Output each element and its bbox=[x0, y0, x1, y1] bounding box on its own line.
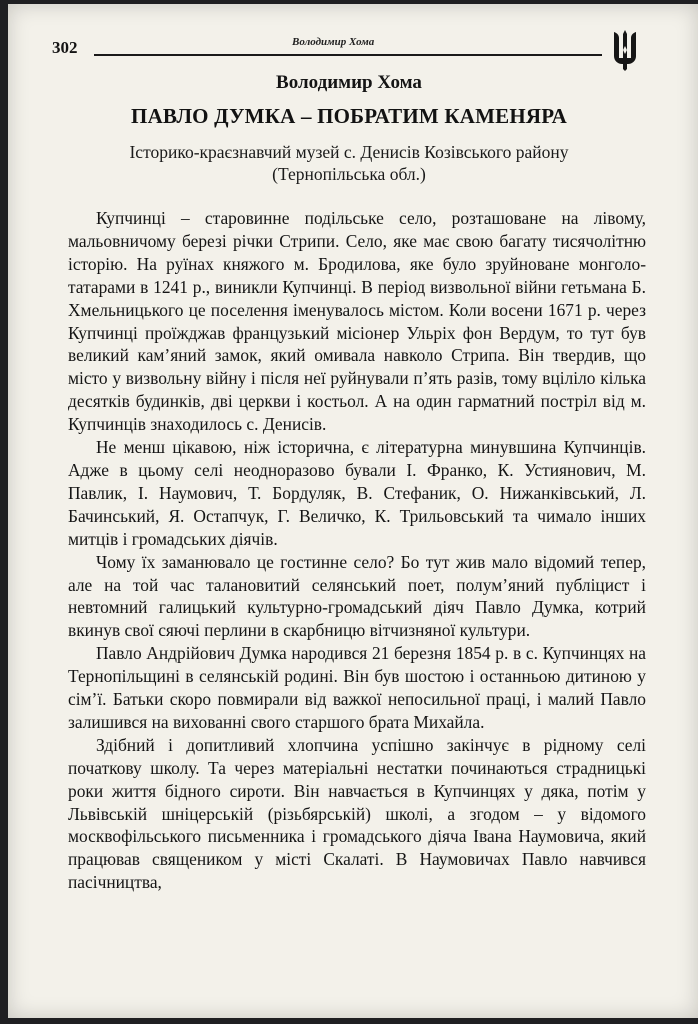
paragraph: Павло Андрійович Думка народився 21 березня 1854 р. в с. Купчинцях на Тернопільщині в селянській родині. Він був шостою і останньою дитиною у сім’ї. Батьки скоро повмирали від важкої непосильної праці, і малий Павло залишився на вихованні свого старшого брата Михайла. bbox=[68, 643, 646, 732]
article-body bbox=[68, 207, 646, 894]
page-number: 302 bbox=[52, 38, 78, 57]
paragraph: Чому їх заманювало це гостинне село? Бо тут жив мало відомий тепер, але на той час талановитий селянський поет, полум’яний публіцист і невтомний галицький культурно-громадський діяч Павло Думка, котрий вкинув свої сяючі перлини в скарбницю вітчизняної культури. bbox=[68, 551, 646, 641]
paragraph: Купчинці – старовинне подільське село, розташоване на лівому, мальовничому березі річки Стрипи. Село, яке має свою багату тисячолітню історію. На руїнах княжого м. Бродилова, яке було зруйноване монголо-татарами в 1241 р., виникли Купчинці. В період визвольної війни гетьмана Б. Хмельницького це поселення іменувалось містом. Коли восени 1671 р. через Купчинці проїжджав французький місіонер Ульріх фон Вердум, то тут був великий кам’яний замок, який омивала навколо Стрипа. Він твердив, що місто у визвольну війну і після неї руйнували п’ять разів, тому вціліло кілька десятків будинків, дві церкви і костьол. А на один гарматний постріл від м. Купчинців знаходилось с. Денисів. bbox=[68, 208, 646, 435]
article-author: Володимир Хома bbox=[276, 72, 422, 93]
ukraine-trident-icon bbox=[610, 28, 640, 72]
paragraph: Не менш цікавою, ніж історична, є літературна минувшина Купчинців. Адже в цьому селі неодноразово бували І. Франко, К. Устиянович, М. Павлик, І. Наумович, Т. Бордуляк, В. Стефаник, О. Нижанківський, Л. Бачинський, Я. Остапчук, Г. Величко, К. Трильовський та чимало інших митців і громадських діячів. bbox=[68, 437, 646, 549]
affiliation-line: Історико-краєзнавчий музей с. Денисів Козівського району bbox=[129, 142, 569, 162]
header-rule bbox=[94, 54, 602, 56]
affiliation-region: (Тернопільська обл.) bbox=[272, 164, 426, 184]
running-title: Володимир Хома bbox=[292, 36, 375, 48]
article-title: ПАВЛО ДУМКА – ПОБРАТИМ КАМЕНЯРА bbox=[131, 104, 567, 128]
running-header bbox=[52, 34, 642, 64]
paragraph: Здібний і допитливий хлопчина успішно закінчує в рідному селі початкову школу. Та через матеріальні нестатки починаються страдницькі роки життя бідного сироти. Він навчається в Купчинцях у дяка, потім у Львівській шніцерській (різьбярській) школі, а згодом – у відомого москвофільського письменника і громадського діяча Івана Наумовича, який працював священиком у місті Скалаті. В Наумовичах Павло навчився пасічництва, bbox=[68, 734, 646, 893]
